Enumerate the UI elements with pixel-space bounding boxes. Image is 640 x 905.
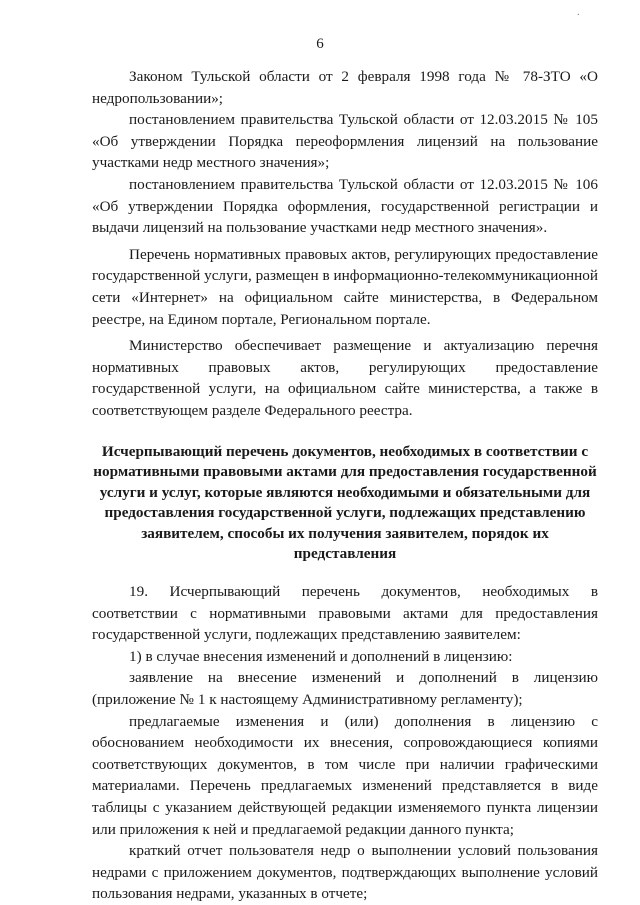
corner-mark: · — [576, 10, 580, 21]
paragraph-item-19: 19. Исчерпывающий перечень документов, необходимых в соответствии с нормативными правовыми актами для предоставления государственной услуги, подлежащих представлению заявителем: — [92, 583, 598, 644]
document-body — [92, 66, 598, 905]
paragraph-proposed-changes: предлагаемые изменения и (или) дополнения в лицензию с обоснованием необходимости их внесения, сопровождающиеся копиями соответствующих документов, в том числе при наличии графическими материалами. Перечень предлагаемых изменений представляется в виде таблицы с указанием действующей редакции изменяемого пункта лицензии или приложения к ней и предлагаемой редакции данного пункта; — [92, 712, 598, 838]
paragraph-application: заявление на внесение изменений и дополнений в лицензию (приложение № 1 к настоящему Административному регламенту); — [92, 669, 598, 709]
paragraph-resolution-105: постановлением правительства Тульской области от 12.03.2015 № 105 «Об утверждении Порядка переоформления лицензий на пользование участками недр местного значения»; — [92, 111, 598, 172]
section-heading: Исчерпывающий перечень документов, необходимых в соответствии с нормативными правовыми актами для предоставления государственной услуги и услуг, которые являются необходимыми и обязательными для предоставления государственной услуги, подлежащих представлению заявителем, способы их получения заявителем, порядок их представления — [93, 442, 597, 563]
paragraph-resolution-106: постановлением правительства Тульской области от 12.03.2015 № 106 «Об утверждении Порядка оформления, государственной регистрации и выдачи лицензий на пользование участками недр местного значения». — [92, 175, 598, 237]
paragraph-ministry-updates: Министерство обеспечивает размещение и актуализацию перечня нормативных правовых актов, регулирующих предоставление государственной услуги, на официальном сайте министерства, а также в соответствующем разделе Федерального реестра. — [92, 337, 598, 419]
page-number: 6 — [316, 36, 324, 52]
paragraph-acts-list-published: Перечень нормативных правовых актов, регулирующих предоставление государственной услуги, размещен в информационно-телекоммуникационной сети «Интернет» на официальном сайте министерства, в Федеральном реестре, на Едином портале, Региональном портале. — [92, 245, 598, 328]
paragraph-law-78-zto: Законом Тульской области от 2 февраля 1998 года № 78-ЗТО «О недропользовании»; — [92, 68, 598, 107]
paragraph-short-report: краткий отчет пользователя недр о выполнении условий пользования недрами с приложением документов, подтверждающих выполнение условий пользования недрами, указанных в отчете; — [92, 842, 598, 903]
paragraph-subitem-1: 1) в случае внесения изменений и дополнений в лицензию: — [129, 647, 513, 665]
